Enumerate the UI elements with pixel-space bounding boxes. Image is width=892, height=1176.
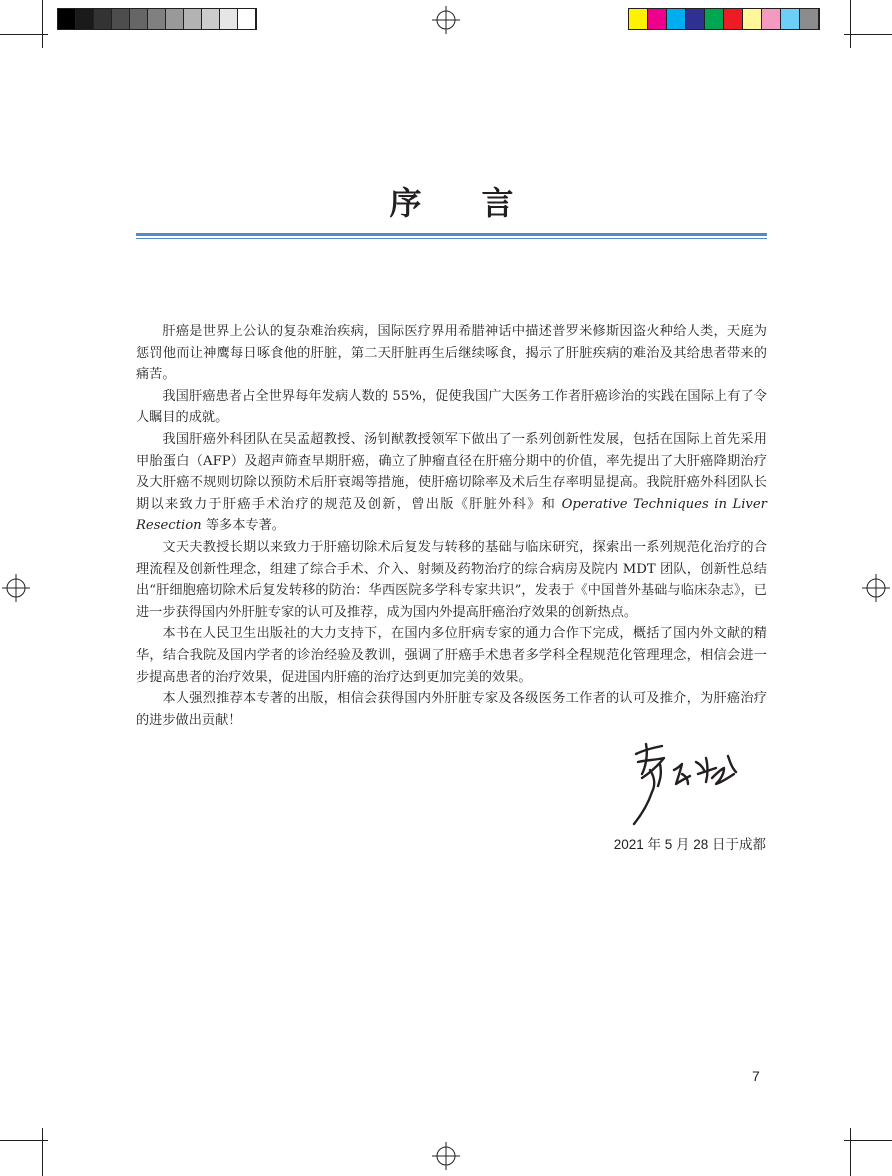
color-swatch [705,9,724,29]
gray-swatch [130,9,148,29]
paragraph-1: 肝癌是世界上公认的复杂难治疾病，国际医疗界用希腊神话中描述普罗米修斯因盗火种给人类，天庭为惩罚他而让神鹰每日啄食他的肝脏，第二天肝脏再生后继续啄食，揭示了肝脏疾病的难治及其给患者带来的痛苦。 [136,324,767,383]
gray-swatch [166,9,184,29]
page-number: 7 [752,1068,760,1084]
book-title-italic: Operative Techniques in Liver Resection [136,496,767,534]
handwritten-signature [612,740,762,828]
gray-swatch [58,9,76,29]
gray-swatch [238,9,256,29]
gray-swatch [76,9,94,29]
crop-mark [850,0,851,48]
paragraph-2: 我国肝癌患者占全世界每年发病人数的 55%，促使我国广大医务工作者肝癌诊治的实践在国际上有了令人瞩目的成就。 [136,388,767,426]
registration-mark-top [432,6,460,34]
title-rule [136,233,767,236]
paragraph-6: 本人强烈推荐本专著的出版，相信会获得国内外肝脏专家及各级医务工作者的认可及推介，为肝癌治疗的进步做出贡献！ [136,691,767,728]
color-calibration-bar [628,8,820,30]
gray-swatch [94,9,112,29]
registration-mark-right [862,574,890,602]
paragraph-4: 文天夫教授长期以来致力于肝癌切除术后复发与转移的基础与临床研究，探索出一系列规范化治疗的合理流程及创新性理念，组建了综合手术、介入、射频及药物治疗的综合病房及院内 MDT 团队，创新性总结出“肝细胞癌切除术后复发转移的防治：华西医院多学科专家共识”，发表于《中国普外基础与临床杂志》，已进一步获得国内外肝脏专家的认可及推荐，成为国内外提高肝癌治疗效果的创新热点。 [136,539,767,620]
gray-swatch [202,9,220,29]
crop-mark [42,0,43,48]
color-swatch [629,9,648,29]
crop-mark [0,34,48,35]
grayscale-calibration-bar [57,8,257,30]
preface-body [136,321,767,731]
title-char-1: 序 [389,184,422,222]
date-line: 2021 年 5 月 28 日于成都 [613,837,766,852]
title-rule-thin [136,238,767,239]
crop-mark [42,1128,43,1176]
gray-swatch [220,9,238,29]
color-swatch [724,9,743,29]
color-swatch [762,9,781,29]
paragraph-3 [136,429,767,537]
crop-mark [844,1140,892,1141]
color-swatch [800,9,819,29]
crop-mark [844,34,892,35]
registration-mark-bottom [432,1142,460,1170]
gray-swatch [184,9,202,29]
registration-mark-left [2,574,30,602]
paragraph-3-text: 我国肝癌外科团队在吴孟超教授、汤钊猷教授领军下做出了一系列创新性发展，包括在国际上首先采用甲胎蛋白（AFP）及超声筛查早期肝癌，确立了肿瘤直径在肝癌分期中的价值，率先提出了大肝癌降期治疗及大肝癌不规则切除以预防术后肝衰竭等措施，使肝癌切除率及术后生存率明显提高。我院肝癌外科团队长期以来致力于肝癌手术治疗的规范及创新，曾出版《肝脏外科》和 [136,431,767,512]
gray-swatch [112,9,130,29]
title-char-2: 言 [481,184,514,222]
color-swatch [667,9,686,29]
color-swatch [686,9,705,29]
gray-swatch [148,9,166,29]
crop-mark [850,1128,851,1176]
page-title [136,178,767,224]
color-swatch [648,9,667,29]
paragraph-5: 本书在人民卫生出版社的大力支持下，在国内多位肝病专家的通力合作下完成，概括了国内外文献的精华，结合我院及国内学者的诊治经验及教训，强调了肝癌手术患者多学科全程规范化管理理念，相信会进一步提高患者的治疗效果，促进国内肝癌的治疗达到更加完美的效果。 [136,626,767,685]
paragraph-3-tail: 等多本专著。 [201,518,285,534]
crop-mark [0,1140,48,1141]
color-swatch [743,9,762,29]
color-swatch [781,9,800,29]
